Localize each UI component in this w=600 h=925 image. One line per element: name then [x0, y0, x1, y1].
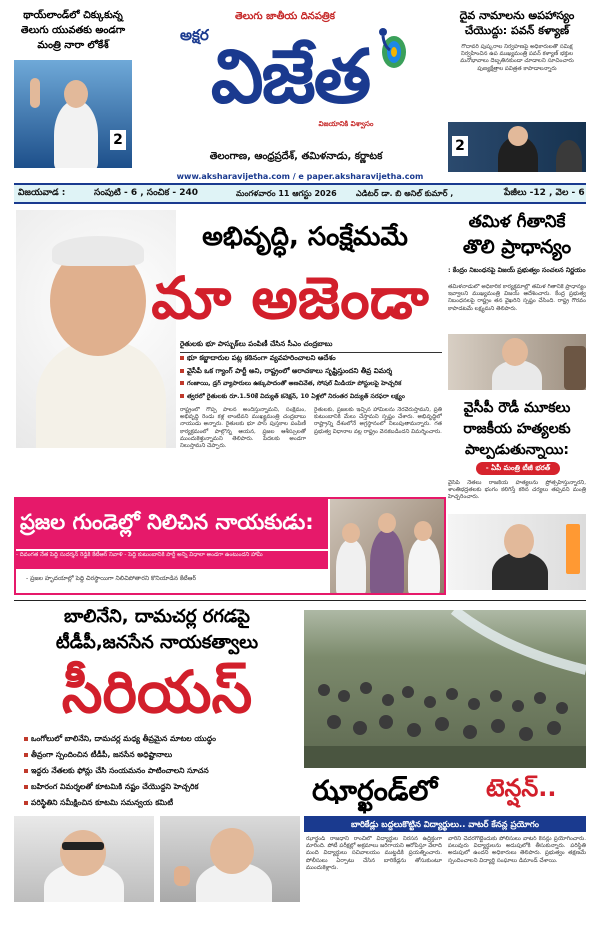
story2-body: వైసీపీ నేతలు రాజకీయ హత్యలను ప్రోత్సహిస్తున్నారని, శాంతిభద్రతలకు భంగం కలిగిస్తే కఠిన చర్యలు తప్పవని మంత్రి హెచ్చరించారు.: [448, 480, 586, 501]
lead-body-right: రైతులకు, ప్రజలకు ఇచ్చిన హామీలను నెరవేరుస్తామని, ప్రతి కుటుంబానికి మేలు చేస్తామని స్పష్టం చేశారు. అభివృద్ధిలో రాష్ట్రాన్ని దేశంలోనే అగ్రస్థానంలో నిలుపుతామన్నారు. గత ప్రభుత్వ విధానాల వల్ల రాష్ట్రం వెనకబడిందని విమర్శించారు.: [314, 407, 442, 435]
right-teaser-headline: దైవ నామాలను అపహాస్యం చేయొద్దు: పవన్ కళ్యాణ్: [459, 9, 575, 37]
masthead-tagline: తెలుగు జాతీయ దినపత్రిక: [235, 11, 335, 22]
damacharla-photo: [160, 816, 300, 902]
dateline-volume: సంపుటి - 6 , సంచిక - 240: [94, 188, 199, 198]
story2-tag: - ఏపీ మంత్రి టీజీ భరత్: [476, 462, 560, 475]
jharkhand-headline: ఝార్ఖండ్‌లో: [312, 774, 438, 807]
lead-bullet: వైసీపీ ఒక గ్యాంగ్ పార్టీ అని, రాష్ట్రంలో అరాచకాలు సృష్టిస్తుందని తీవ్ర విమర్శ: [180, 367, 442, 377]
story-bottom-bullet: ఒంగోలులో బాలినేని, దామచర్ల మధ్య తీవ్రమైన మాటల యుద్ధం: [24, 734, 300, 745]
story1-subhead: : కేంద్రం నిబంధనపై విజయ్ ప్రభుత్వం సంచలన నిర్ణయం: [448, 266, 586, 274]
lead-bullet: భూ కబ్జాదారుల పట్ల కఠినంగా వ్యవహరించాలని ఆదేశం: [180, 354, 442, 364]
dateline-city: విజయవాడ :: [18, 188, 66, 198]
story-bottom-headline: సీరియస్: [61, 658, 253, 726]
right-teaser-body: గోదావరి పుష్కరాల నిర్వహణపై అధికారులతో సమీక్ష నిర్వహించిన ఉప ముఖ్యమంత్రి పవన్ కళ్యాణ్ భక్తుల మనోభావాలు దెబ్బతినకుండా చూడాలని సూచించారు పుణ్యక్షేత్రాల పవిత్రత కాపాడాలన్నారు: [460, 44, 574, 72]
section-divider: [14, 600, 586, 601]
masthead: [136, 6, 442, 170]
protest-photo: [304, 610, 586, 768]
banner-headline: ప్రజల గుండెల్లో నిలిచిన నాయకుడు:: [20, 510, 314, 534]
story1-headline: తొలి ప్రాధాన్యం: [462, 236, 572, 258]
masthead-slogan: విజయానికి విశ్వాసం: [318, 120, 374, 128]
story-bottom-bullet: బహిరంగ విమర్శలతో కూటమికి నష్టం చేయొద్దని హెచ్చరిక: [24, 782, 300, 793]
jharkhand-body-left: ఝార్ఖండ్ రాజధాని రాంచీలో విద్యార్థుల నిరసన ఉద్రిక్తంగా మారింది. పోటీ పరీక్షల్లో అక్రమాలు జరిగాయని ఆరోపిస్తూ వేలాది మంది విద్యార్థులు సచివాలయం ముట్టడికి ప్రయత్నించారు. పోలీసులు ఏర్పాటు చేసిన బారికేడ్లను తోసుకుంటూ ముందుకెళ్లారు.: [306, 836, 442, 871]
dateline-pages-price: పేజీలు -12 , వెల - 6: [504, 188, 585, 198]
jharkhand-headline-box: [304, 768, 586, 814]
vijay-photo: [448, 334, 586, 390]
jharkhand-headline-accent: టెన్షన్..: [486, 774, 557, 802]
jharkhand-body-right: వారిని చెదరగొట్టేందుకు పోలీసులు వాటర్ కేనన్లు ప్రయోగించారు. పలువురు విద్యార్థులను అదుపులోకి తీసుకున్నారు. పరిస్థితి అదుపులో ఉందని అధికారులు తెలిపారు. ప్రభుత్వం తక్షణమే స్పందించాలని విద్యార్థి సంఘాలు డిమాండ్ చేశాయి.: [448, 836, 586, 864]
story-bottom-bullet: తీవ్రంగా స్పందించిన టీడీపీ, జనసేన అధిష్టానాలు: [24, 750, 300, 761]
banner-line-2: - ప్రజల హృదయాల్లో పెద్ది చిరస్థాయిగా నిలిచిపోతారని కొనియాడిన కేటీఆర్: [26, 575, 197, 582]
left-teaser[interactable]: [14, 8, 132, 168]
lead-kicker: అభివృద్ధి, సంక్షేమమే: [202, 222, 408, 252]
lokesh-photo: [14, 60, 132, 168]
left-teaser-headline: థాయ్‌లాండ్‌లో చిక్కుకున్న తెలుగు యువతకు అండగా మంత్రి నారా లోకేశ్: [20, 10, 126, 51]
lead-bullet: గంజాయి, డ్రగ్ వ్యాపారులు ఉక్కుపాదంతో అణచివేత, సోషల్ మీడియా పోస్టులపై హెచ్చరిక: [180, 380, 442, 388]
tg-bharat-photo: [448, 514, 586, 590]
masthead-brand: విజేత: [210, 34, 370, 120]
story-bottom-kicker-1: బాలినేని, దామచర్ల రగడపై: [64, 606, 250, 627]
dateline-editor: ఎడిటర్ డా. బి అనిల్ కుమార్ ,: [356, 189, 454, 198]
lead-bullet: త్వరలో రైతులకు రూ.1.50కే విద్యుత్ కనెక్షన్, 10 ఏళ్లలో నిరంతర విద్యుత్ సరఫరా లక్ష్యం: [180, 393, 442, 401]
website-url[interactable]: www.aksharavijetha.com / e paper.aksharavijetha.com: [176, 172, 424, 181]
story2-headline: వైసీపీ రౌడీ మూకలు రాజకీయ హత్యలకు పాల్పడుతున్నాయి:: [463, 400, 571, 458]
masthead-regions: తెలంగాణ, ఆంధ్రప్రదేశ్, తమిళనాడు, కర్ణాటక: [209, 151, 383, 162]
story1-body: తమిళనాడులో అధికారిక కార్యక్రమాల్లో తమిళ గీతానికే ప్రాధాన్యం ఇవ్వాలని ముఖ్యమంత్రి విజయ్ ఆదేశించారు. కేంద్ర ప్రభుత్వ నిబంధనలపై రాష్ట్రం తన వైఖరిని స్పష్టం చేసింది. రాష్ట్ర గౌరవం కాపాడటమే లక్ష్యమని తెలిపారు.: [448, 284, 586, 312]
story-bottom-bullet: పరిస్థితిని సమీక్షించిన కూటమి సమన్వయ కమిటీ: [24, 798, 300, 809]
dateline-date: మంగళవారం 11 ఆగస్టు 2026: [236, 189, 337, 198]
lead-summary: రైతులకు భూ పాస్బుక్‌లు పంపిణీ చేసిన సీఎం చంద్రబాబు: [180, 340, 442, 353]
balineni-photo: [14, 816, 154, 902]
page-number-badge: 2: [110, 130, 126, 150]
masthead-brand-small: అక్షర: [180, 26, 209, 44]
story-bottom-kicker-2: టీడీపీ,జనసేన నాయకత్వాలు: [55, 632, 259, 653]
crowd-graphic: [304, 610, 586, 768]
ktr-photo: [330, 499, 444, 593]
banner-line-1: - దివంగత నేత పెద్ది సుదర్శన్ రెడ్డికి కేటీఆర్ నివాళి - పెద్ది కుటుంబానికి పార్టీ అన్ని విధాలా అండగా ఉంటుందని హామీ: [16, 551, 328, 569]
page-number-badge: 2: [452, 136, 468, 156]
lead-body-left: రాష్ట్రంలో గొప్ప పాలన అందిస్తున్నామని, సంక్షేమం, అభివృద్ధి రెండు కళ్ల లాంటివని ముఖ్యమంత్రి చంద్రబాబు నాయుడు అన్నారు. రైతులకు భూ పాస్ పుస్తకాల పంపిణీ కార్యక్రమంలో పాల్గొన్న ఆయన, ప్రజల ఆశీస్సులతో ముందుకెళ్తున్నామని తెలిపారు. పేదలకు అండగా నిలుస్తామని చెప్పారు.: [180, 407, 306, 450]
ktr-banner[interactable]: [14, 497, 446, 595]
dateline-bar: [14, 183, 586, 204]
story1-kicker: తమిళ గీతానికే: [468, 212, 566, 232]
jharkhand-subhead: బారికేడ్లు బద్దలుకొట్టిన విద్యార్థులు.. వాటర్ కేనన్ల ప్రయోగం: [304, 816, 586, 832]
right-teaser[interactable]: [448, 8, 586, 172]
pawan-photo: [448, 122, 586, 172]
story-bottom-bullet: ఇద్దరు నేతలకు ఫోన్లు చేసి సంయమనం పాటించాలని సూచన: [24, 766, 300, 777]
lead-headline: మా అజెండా: [151, 264, 429, 332]
